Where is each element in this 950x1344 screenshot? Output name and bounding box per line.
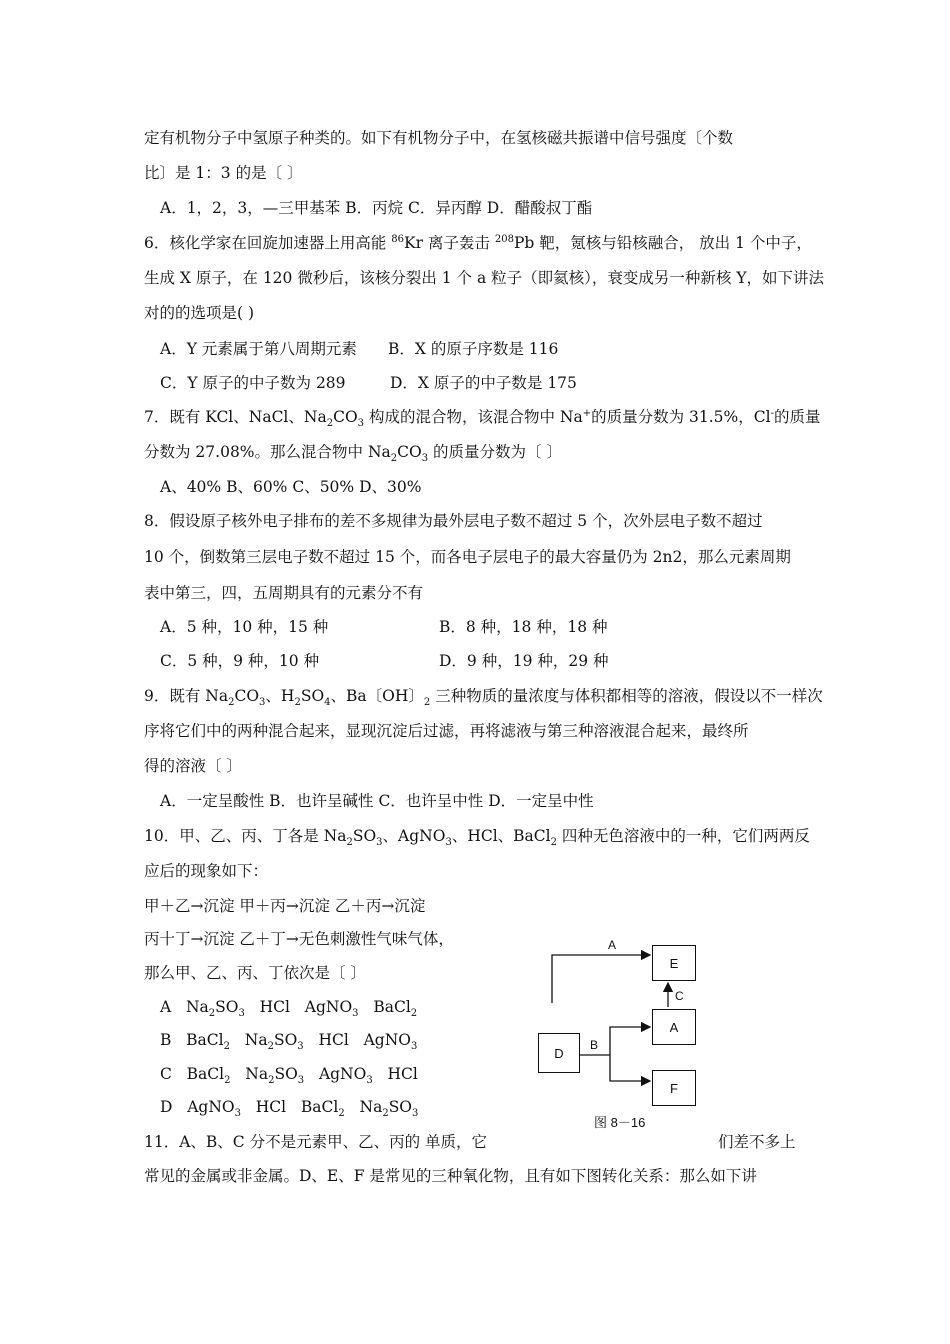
- subscript: 3: [445, 837, 452, 849]
- subscript: 3: [421, 453, 429, 465]
- figure-caption: 图 8－16: [594, 1115, 646, 1130]
- option-letter: C: [160, 1065, 172, 1083]
- superscript: +: [582, 407, 592, 419]
- q7-text: 分数为 27.08%。那么混合物中 Na: [144, 443, 391, 461]
- formula: HCl: [318, 1031, 349, 1049]
- formula: BaCl: [373, 998, 411, 1016]
- q10-line2: 应后的现象如下：: [144, 862, 269, 880]
- q6-option-a: A．Y 元素属于第八周期元素: [160, 340, 357, 358]
- q10-text: 10．甲、乙、丙、丁各是 Na: [144, 827, 347, 845]
- label-arrow-a: A: [608, 938, 617, 952]
- subscript: 2: [267, 1041, 274, 1053]
- formula: SO: [388, 1098, 413, 1116]
- q9-text: 9．既有 Na: [144, 687, 229, 705]
- formula: SO: [273, 1031, 298, 1049]
- subscript: 4: [324, 697, 331, 709]
- q6-line2: 生成 X 原子，在 120 微秒后，该核分裂出 1 个 a 粒子（即氦核），衰变成另一种新核 Y，如下讲法: [144, 269, 825, 287]
- q10-option-d: [160, 1097, 419, 1120]
- subscript: 3: [234, 1108, 241, 1120]
- q7-text: CO: [333, 408, 358, 426]
- q9-text: 三种物质的量浓度与体积都相等的溶液，假设以不一样次: [430, 687, 823, 705]
- q6-text-c: Kr 离子轰击: [404, 234, 495, 252]
- formula: Na: [359, 1098, 383, 1116]
- arrow-b-to-a: [610, 1027, 650, 1055]
- q9-line1: [144, 686, 823, 709]
- box-d: D: [538, 1033, 580, 1073]
- q6-option-c: C．Y 原子的中子数为 289: [160, 374, 346, 392]
- option-letter: B: [160, 1031, 172, 1049]
- q6-text-e: Pb 靶，氪核与铅核融合， 放出 1 个中子，: [513, 234, 812, 252]
- q8-option-a: A．5 种，10 种，15 种: [160, 618, 329, 636]
- q8-line3: 表中第三，四，五周期具有的元素分不有: [144, 584, 424, 602]
- formula: BaCl: [186, 1065, 225, 1083]
- q8-option-d: D．9 种，19 种，29 种: [439, 652, 609, 670]
- q6-option-b: B．X 的原子序数是 116: [388, 340, 559, 358]
- subscript: 2: [208, 1008, 216, 1020]
- q6-line3: 对的的选项是( ): [144, 304, 255, 322]
- q7-text: 的质量: [773, 408, 821, 426]
- formula: BaCl: [186, 1031, 224, 1049]
- q7-text: 构成的混合物，该混合物中 Na: [364, 408, 583, 426]
- q9-text: CO: [234, 687, 260, 705]
- formula: BaCl: [300, 1098, 339, 1116]
- q8-line1: 8．假设原子核外电子排布的差不多规律为最外层电子数不超过 5 个，次外层电子数不超过: [144, 512, 763, 530]
- subscript: 3: [410, 1041, 418, 1053]
- q10-reaction-line2: 丙十丁→沉淀 乙＋丁→无色刺激性气味气体，: [144, 930, 454, 948]
- formula: AgNO: [363, 1031, 411, 1049]
- label-arrow-b: B: [590, 1038, 599, 1052]
- q8-line2: 10 个，倒数第三层电子数不超过 15 个，而各电子层电子的最大容量仍为 2n2，那么元素周期: [144, 548, 791, 566]
- subscript: 2: [550, 837, 557, 849]
- subscript: 2: [228, 697, 235, 709]
- subscript: 3: [412, 1108, 419, 1120]
- q7-text: 的质量分数为 31.5%，Cl: [591, 408, 771, 426]
- subscript: 3: [352, 1008, 359, 1020]
- q10-option-a: [160, 997, 418, 1020]
- q7-text: CO: [397, 443, 422, 461]
- subscript: 2: [423, 697, 431, 709]
- q10-text: SO: [352, 827, 377, 845]
- q7-text: 的质量分数为〔 〕: [428, 443, 562, 461]
- q10-reaction-line1: 甲＋乙→沉淀 甲＋丙→沉淀 乙＋丙→沉淀: [144, 897, 426, 915]
- q5-line1: 定有机物分子中氢原子种类的。如下有机物分子中，在氢核磁共振谱中信号强度〔个数: [144, 129, 734, 147]
- option-letter: A: [160, 998, 172, 1016]
- subscript: 2: [390, 453, 398, 465]
- subscript: 2: [346, 837, 353, 849]
- subscript: 2: [338, 1108, 345, 1120]
- q10-option-b: [160, 1030, 418, 1053]
- q9-text: 、H: [265, 687, 295, 705]
- q10-option-c: [160, 1064, 418, 1087]
- q10-text: 、HCl、BaCl: [451, 827, 551, 845]
- subscript: 3: [259, 697, 266, 709]
- q9-text: 、Ba〔OH〕: [330, 687, 424, 705]
- formula: HCl: [387, 1065, 418, 1083]
- q8-option-c: C．5 种，9 种，10 种: [160, 652, 320, 670]
- q10-text: 、AgNO: [382, 827, 446, 845]
- arrow-b-to-f: [610, 1055, 650, 1081]
- q9-options: A．一定呈酸性 B．也许呈碱性 C．也许呈中性 D．一定呈中性: [160, 792, 594, 810]
- pb-mass-number: 208: [494, 233, 514, 245]
- formula: Na: [244, 1031, 268, 1049]
- figure-8-16: [530, 935, 720, 1130]
- q7-options: A、40% B、60% C、50% D、30%: [160, 478, 422, 496]
- subscript: 2: [224, 1075, 231, 1087]
- option-letter: D: [160, 1098, 173, 1116]
- box-f: F: [652, 1070, 696, 1106]
- box-a: A: [652, 1009, 696, 1045]
- subscript: 3: [297, 1041, 304, 1053]
- q7-line1: [144, 407, 821, 430]
- q9-text: SO: [300, 687, 325, 705]
- arrow-d-to-e: [552, 955, 650, 1003]
- q6-option-d: D．X 原子的中子数是 175: [390, 374, 577, 392]
- formula: HCl: [255, 1098, 287, 1116]
- formula: Na: [185, 998, 209, 1016]
- formula: SO: [274, 1065, 298, 1083]
- q9-line2: 序将它们中的两种混合起来，显现沉淀后过滤，再将滤液与第三种溶液混合起来，最终所: [144, 722, 749, 740]
- q6-text-a: 6．核化学家在回旋加速器上用高能: [144, 234, 392, 252]
- formula: Na: [245, 1065, 269, 1083]
- q10-text: 四种无色溶液中的一种，它们两两反: [556, 827, 810, 845]
- subscript: 2: [410, 1008, 418, 1020]
- q8-option-b: B．8 种，18 种，18 种: [439, 618, 608, 636]
- superscript: -: [770, 407, 774, 419]
- kr-mass-number: 86: [391, 233, 405, 245]
- subscript: 2: [294, 697, 301, 709]
- q5-options: A．1，2，3，—三甲基苯 B．丙烷 C．异丙醇 D．醋酸叔丁酯: [160, 199, 593, 217]
- subscript: 3: [297, 1075, 305, 1087]
- formula: SO: [215, 998, 239, 1016]
- formula: AgNO: [318, 1065, 367, 1083]
- q9-line3: 得的溶液〔 〕: [144, 757, 242, 775]
- subscript: 3: [376, 837, 383, 849]
- subscript: 2: [382, 1108, 389, 1120]
- q11-line2: 常见的金属或非金属。D、E、F 是常见的三种氧化物，且有如下图转化关系：那么如下讲: [144, 1167, 757, 1185]
- q7-line2: [144, 442, 562, 465]
- q11-line1-left: 11．A、B、C 分不是元素甲、乙、丙的 单质，它: [144, 1133, 488, 1151]
- box-e: E: [652, 945, 696, 981]
- q10-question: 那么甲、乙、丙、丁依次是〔 〕: [144, 964, 366, 982]
- subscript: 3: [366, 1075, 373, 1087]
- q6-line1: [144, 233, 812, 253]
- q11-line1-right: 们差不多上: [718, 1133, 796, 1151]
- q7-text: 7．既有 KCl、NaCl、Na: [144, 408, 327, 426]
- subscript: 2: [268, 1075, 275, 1087]
- q5-line2: 比〕是 1：3 的是〔 〕: [144, 164, 303, 182]
- label-arrow-c: C: [675, 989, 684, 1003]
- q10-line1: [144, 826, 810, 849]
- formula: HCl: [259, 998, 290, 1016]
- subscript: 3: [238, 1008, 245, 1020]
- subscript: 2: [326, 418, 334, 430]
- formula: AgNO: [187, 1098, 235, 1116]
- subscript: 2: [223, 1041, 230, 1053]
- subscript: 3: [357, 418, 365, 430]
- formula: AgNO: [304, 998, 353, 1016]
